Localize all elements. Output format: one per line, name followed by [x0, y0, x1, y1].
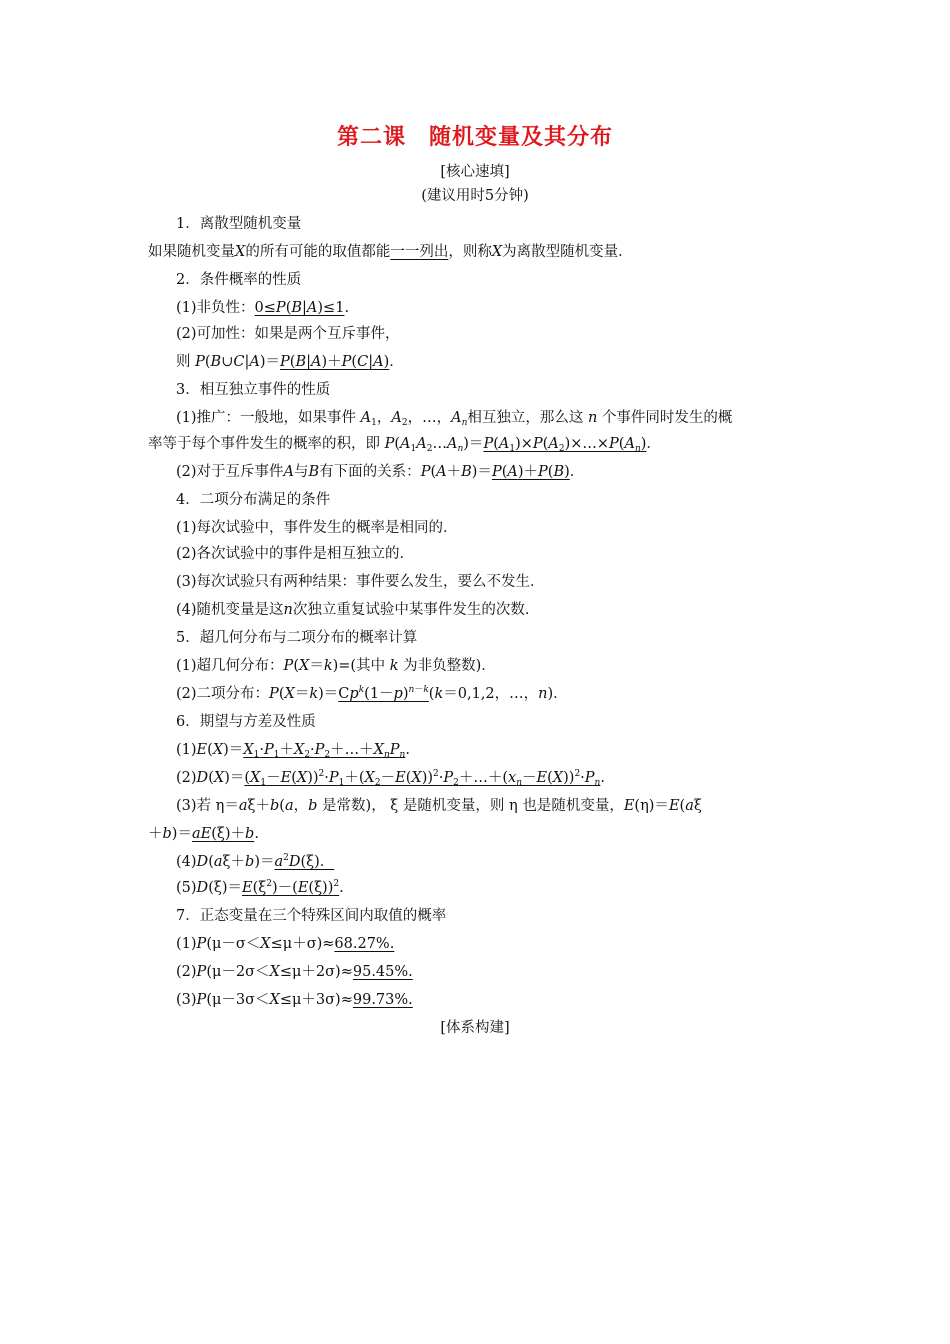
variance-formula: $(2)D(X)=(X_1-E(X))^2\cdot P_1+(X_2-E(X))^2\cdot P_2+\dots+(x_n-E(X))^2\cdot P_n$. — [176, 769, 605, 788]
normal-interval-1: (1)P(μ－σ＜X≤μ＋σ)≈68.27%. — [176, 936, 395, 952]
time-hint: (建议用时5分钟) — [421, 188, 529, 204]
section-3-heading: 3．相互独立事件的性质 — [176, 382, 331, 398]
binomial-condition-3: (3)每次试验只有两种结果：事件要么发生，要么不发生． — [176, 574, 545, 590]
binomial-condition-4: (4)随机变量是这n次独立重复试验中某事件发生的次数． — [176, 602, 540, 618]
independence-line-1: (1)推广：一般地，如果事件 $A_1$，$A_2$，…，$A_n$相互独立，那么这 n 个事件同时发生的概 — [176, 410, 733, 428]
expectation-formula: $(1)E(X)=X_1\cdot P_1+X_2\cdot P_2+\dots+X_nP_n$. — [176, 742, 410, 760]
variance-identity-line: $(5)D(\xi)=E(\xi^2)-(E(\xi))^2$. — [176, 879, 344, 896]
binomial-condition-1: (1)每次试验中，事件发生的概率是相同的． — [176, 520, 458, 536]
binomial-condition-2: (2)各次试验中的事件是相互独立的． — [176, 546, 415, 562]
variance-transform-line: $(4)D(a\xi+b)=a^2D(\xi)$． — [176, 853, 335, 870]
normal-interval-3: (3)P(μ－3σ＜X≤μ＋3σ)≈99.73%. — [176, 992, 413, 1008]
section-1-heading: 1．离散型随机变量 — [176, 216, 302, 232]
section-6-heading: 6．期望与方差及性质 — [176, 714, 316, 730]
binomial-formula-line: (2)二项分布：$P(X=k)=Cp^k(1-p)^{n-k}(k=0,1,2$，…，n)． — [176, 685, 568, 702]
section-2-heading: 2．条件概率的性质 — [176, 272, 302, 288]
section-7-heading: 7．正态变量在三个特殊区间内取值的概率 — [176, 908, 447, 924]
page-title: 第二课 随机变量及其分布 — [336, 125, 613, 150]
normal-interval-2: (2)P(μ－2σ＜X≤μ＋2σ)≈95.45%. — [176, 964, 413, 980]
independence-line-2: 率等于每个事件发生的概率的积，即 $P(A_1A_2\dots A_n)=P(A_1)\times P(A_2)\times\dots\times P(A_n)$． — [148, 436, 661, 454]
section-1-text: 如果随机变量X的所有可能的取值都能一一列出，则称X为离散型随机变量． — [148, 244, 633, 260]
exclusive-events-line: (2)对于互斥事件A与B有下面的关系：P(A＋B)＝P(A)＋P(B)． — [176, 464, 585, 480]
hypergeometric-line: (1)超几何分布：P(X＝k)=(其中 k 为非负整数)． — [176, 658, 496, 674]
additivity-formula: 则 P(B∪C|A)＝P(B|A)＋P(C|A)． — [176, 354, 404, 370]
additivity-line: (2)可加性：如果是两个互斥事件， — [176, 326, 400, 342]
core-fill-label: [核心速填] — [440, 164, 510, 180]
section-5-heading: 5．超几何分布与二项分布的概率计算 — [176, 630, 418, 646]
system-construction-label: [体系构建] — [440, 1020, 510, 1036]
nonnegativity-line: (1)非负性：0≤P(B|A)≤1. — [176, 300, 350, 316]
linear-transform-line-1: (3)若 η＝aξ＋b(a，b 是常数)， ξ 是随机变量，则 η 也是随机变量，E(η)＝E(aξ — [176, 798, 702, 814]
section-4-heading: 4．二项分布满足的条件 — [176, 492, 331, 508]
linear-transform-line-2: ＋b)＝aE(ξ)＋b. — [148, 826, 259, 842]
